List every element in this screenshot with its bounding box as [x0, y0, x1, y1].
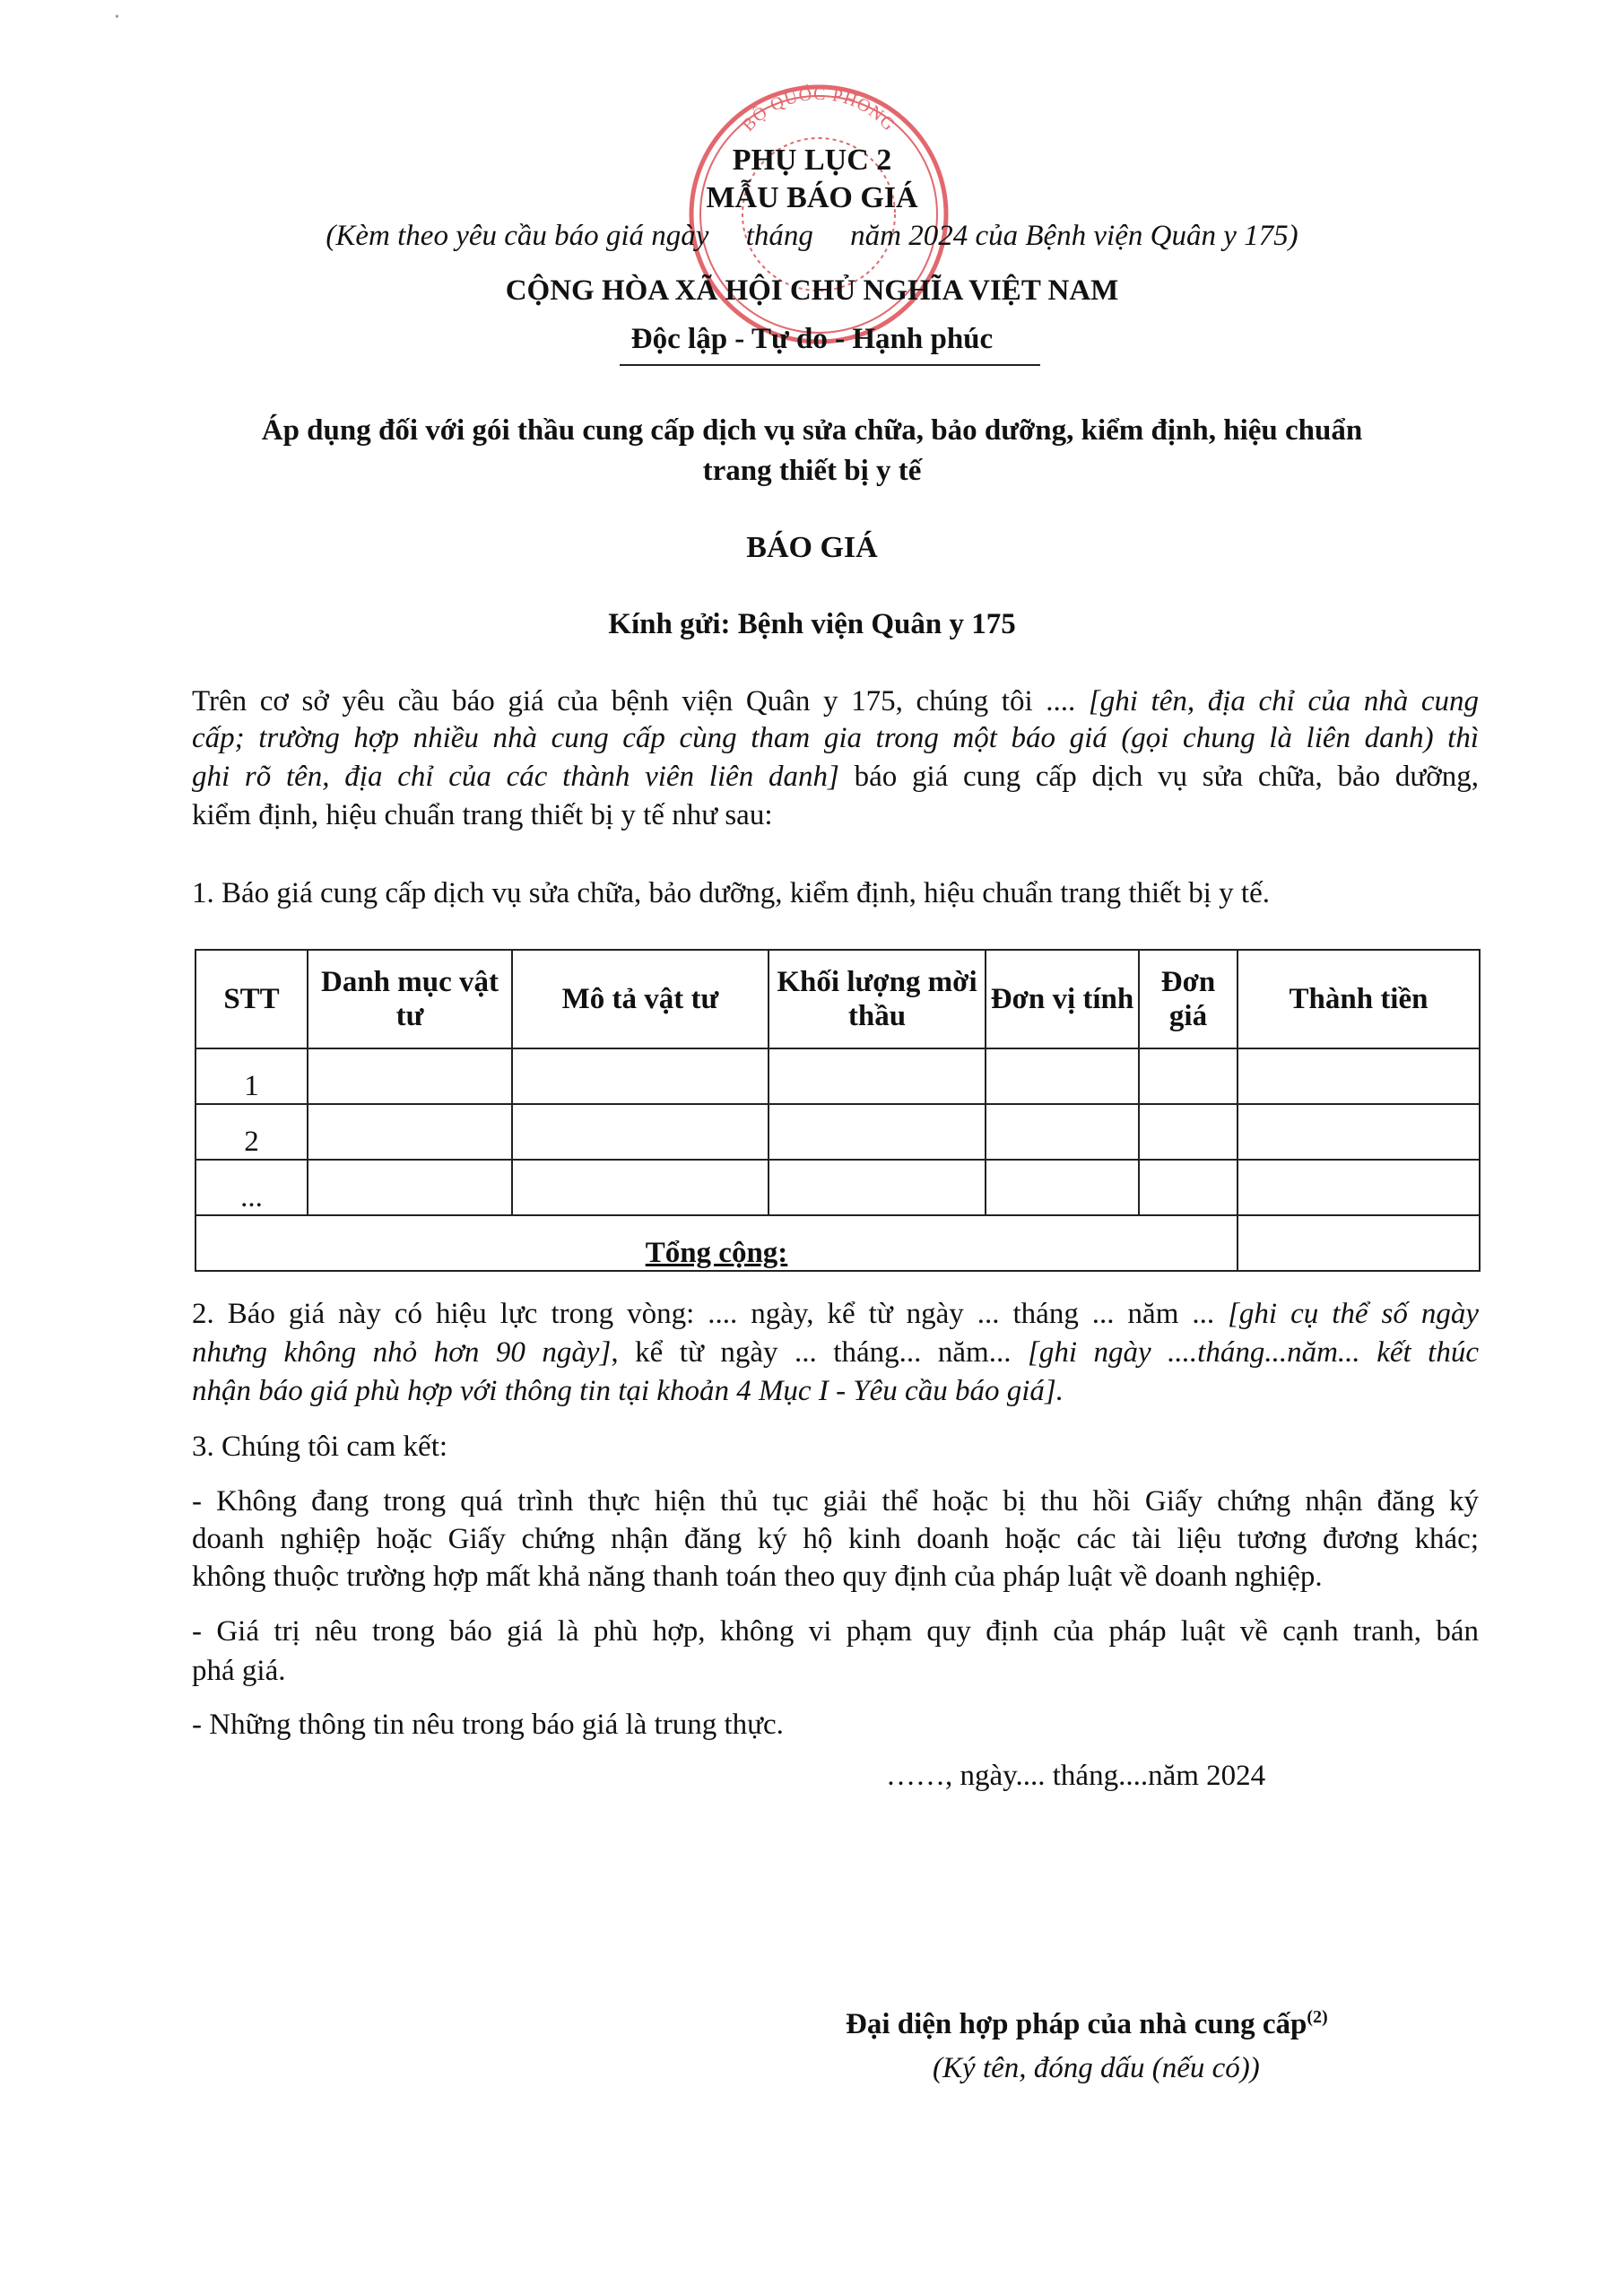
commitment-1-line-1: - Không đang trong quá trình thực hiện thủ tục giải thể hoặc bị thu hồi Giấy chứng nhận đăng ký: [192, 1485, 1479, 1518]
date-line: ……, ngày.... tháng....năm 2024: [886, 1760, 1266, 1792]
intro-line-1: [192, 683, 1479, 719]
scan-speck: •: [115, 11, 119, 24]
cell: [512, 1048, 769, 1104]
validity-text: , kể từ ngày ... tháng... năm...: [611, 1336, 1028, 1369]
cell: [986, 1104, 1139, 1160]
table-header-row: [195, 950, 1480, 1048]
total-value-cell: [1238, 1215, 1480, 1271]
section-2-line-3: nhận báo giá phù hợp với thông tin tại khoản 4 Mục I - Yêu cầu báo giá].: [192, 1375, 1064, 1407]
scope-line-2: trang thiết bị y tế: [702, 455, 922, 487]
cell: [1238, 1160, 1480, 1215]
col-header: Đơn vị tính: [986, 950, 1139, 1048]
section-2-line-1: [192, 1296, 1479, 1332]
attached-note: (Kèm theo yêu cầu báo giá ngày tháng năm 2024 của Bệnh viện Quân y 175): [326, 220, 1298, 252]
cell: [308, 1104, 512, 1160]
section-2-line-2: [192, 1335, 1479, 1370]
validity-placeholder: [ghi cụ thể số ngày: [1228, 1298, 1480, 1330]
table-row: [195, 1048, 1480, 1104]
cell: [1139, 1104, 1238, 1160]
cell: [1238, 1104, 1480, 1160]
cell: [986, 1160, 1139, 1215]
validity-placeholder: [ghi ngày ....tháng...năm... kết thúc: [1027, 1336, 1480, 1369]
row-number: 1: [195, 1048, 308, 1104]
validity-text: 2. Báo giá này có hiệu lực trong vòng: .... ngày, kể từ ngày ... tháng ... năm ...: [192, 1298, 1229, 1330]
cell: [769, 1160, 986, 1215]
section-3-heading: 3. Chúng tôi cam kết:: [192, 1431, 448, 1463]
national-motto: Độc lập - Tự do - Hạnh phúc: [630, 323, 994, 355]
total-row: [195, 1215, 1480, 1271]
col-header: Danh mục vật tư: [308, 950, 512, 1048]
intro-text: báo giá cung cấp dịch vụ sửa chữa, bảo dưỡng,: [838, 761, 1479, 793]
col-header: Mô tả vật tư: [512, 950, 769, 1048]
recipient: Kính gửi: Bệnh viện Quân y 175: [608, 608, 1016, 640]
intro-text: Trên cơ sở yêu cầu báo giá của bệnh viện Quân y 175, chúng tôi ....: [192, 685, 1089, 718]
intro-line-3: [192, 759, 1479, 795]
stamp-text: BỘ QUỐC PHÒNG: [738, 83, 899, 135]
motto-underline: [620, 364, 1040, 366]
row-number: ...: [195, 1160, 308, 1215]
country-name: CỘNG HÒA XÃ HỘI CHỦ NGHĨA VIỆT NAM: [505, 274, 1119, 307]
intro-placeholder: [ghi tên, địa chỉ của nhà cung: [1088, 685, 1479, 718]
document-title: BÁO GIÁ: [746, 531, 878, 564]
signature-title-text: Đại diện hợp pháp của nhà cung cấp: [846, 2008, 1307, 2040]
signature-title: [846, 2007, 1328, 2041]
cell: [308, 1048, 512, 1104]
col-header: Thành tiền: [1238, 950, 1480, 1048]
scope-line-1: Áp dụng đối với gói thầu cung cấp dịch vụ sửa chữa, bảo dưỡng, kiểm định, hiệu chuẩn: [261, 414, 1363, 447]
svg-text:BỘ QUỐC PHÒNG: [738, 83, 899, 135]
signature-hint: (Ký tên, đóng dấu (nếu có)): [933, 2052, 1260, 2084]
cell: [1238, 1048, 1480, 1104]
intro-placeholder: ghi rõ tên, địa chỉ của các thành viên liên danh]: [192, 761, 839, 793]
section-1-heading: 1. Báo giá cung cấp dịch vụ sửa chữa, bảo dưỡng, kiểm định, hiệu chuẩn trang thiết bị y tế.: [192, 877, 1270, 909]
cell: [986, 1048, 1139, 1104]
appendix-label: PHỤ LỤC 2: [732, 144, 892, 177]
validity-placeholder: nhưng không nhỏ hơn 90 ngày]: [192, 1336, 612, 1369]
cell: [1139, 1160, 1238, 1215]
intro-line-2: cấp; trường hợp nhiều nhà cung cấp cùng tham gia trong một báo giá (gọi chung là liên danh) thì: [192, 722, 1479, 754]
intro-line-4: kiểm định, hiệu chuẩn trang thiết bị y tế như sau:: [192, 799, 773, 831]
form-title: MẪU BÁO GIÁ: [706, 181, 918, 214]
cell: [1139, 1048, 1238, 1104]
total-label-cell: [195, 1215, 1238, 1271]
cell: [512, 1104, 769, 1160]
col-header: Khối lượng mời thầu: [769, 950, 986, 1048]
table-row: [195, 1104, 1480, 1160]
cell: [769, 1104, 986, 1160]
table-row: [195, 1160, 1480, 1215]
quotation-table: [195, 949, 1481, 1272]
commitment-2-line-1: - Giá trị nêu trong báo giá là phù hợp, không vi phạm quy định của pháp luật về cạnh tranh, bán: [192, 1615, 1479, 1648]
col-header: Đơn giá: [1139, 950, 1238, 1048]
total-label: Tổng cộng:: [645, 1237, 788, 1269]
commitment-1-line-3: không thuộc trường hợp mất khả năng thanh toán theo quy định của pháp luật về doanh nghiệp.: [192, 1561, 1323, 1593]
commitment-2-line-2: phá giá.: [192, 1655, 286, 1687]
commitment-1-line-2: doanh nghiệp hoặc Giấy chứng nhận đăng ký hộ kinh doanh hoặc các tài liệu tương đương khác;: [192, 1523, 1479, 1555]
cell: [308, 1160, 512, 1215]
cell: [512, 1160, 769, 1215]
cell: [769, 1048, 986, 1104]
footnote-mark: (2): [1307, 2007, 1328, 2027]
commitment-3: - Những thông tin nêu trong báo giá là trung thực.: [192, 1709, 784, 1741]
col-header: STT: [195, 950, 308, 1048]
row-number: 2: [195, 1104, 308, 1160]
